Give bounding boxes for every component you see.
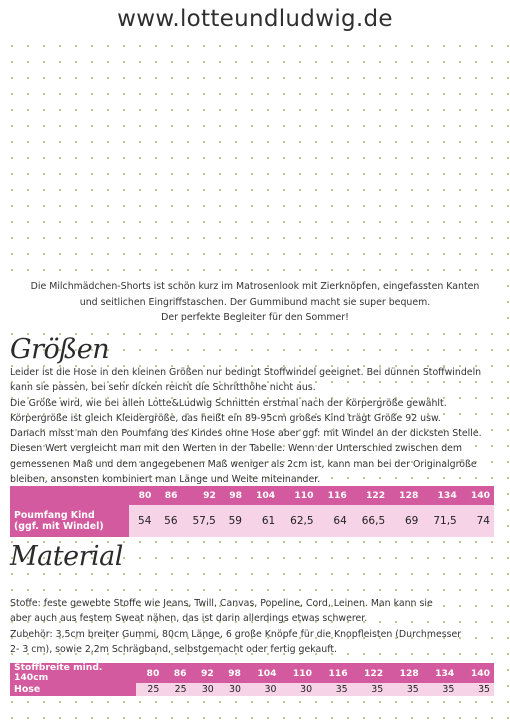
size-header: 134 bbox=[423, 663, 459, 683]
size-header: 86 bbox=[155, 486, 181, 505]
row-label: Hose bbox=[10, 683, 136, 696]
row-label-line: Poumfang Kind bbox=[14, 510, 95, 521]
size-header: 86 bbox=[163, 663, 190, 683]
size-header: 104 bbox=[246, 486, 279, 505]
table-cell: 35 bbox=[316, 683, 352, 696]
size-header: 122 bbox=[351, 486, 389, 505]
text-line: gemessenen Maß und dem angegebenen Maß weniger als 2cm ist, kann man bei der Originalgröße bbox=[10, 458, 477, 470]
text-line: Danach misst man den Poumfang des Kindes ohne Hose aber ggf: mit Windel an der dicksten Stelle. bbox=[10, 428, 482, 440]
size-header: 80 bbox=[136, 663, 163, 683]
size-header: 98 bbox=[220, 486, 246, 505]
corner-line: Stoffbreite mind. bbox=[14, 662, 103, 673]
size-header: 110 bbox=[281, 663, 317, 683]
table-cell: 25 bbox=[136, 683, 163, 696]
table-cell: 35 bbox=[458, 683, 494, 696]
size-header: 80 bbox=[129, 486, 155, 505]
intro-line: Der perfekte Begleiter für den Sommer! bbox=[8, 310, 502, 326]
text-line: Diesen Wert vergleicht man mit den Werten in der Tabelle. Wenn der Unterschied zwischen dem bbox=[10, 443, 463, 455]
table-cell: 71,5 bbox=[422, 505, 460, 537]
material-table bbox=[10, 663, 494, 696]
text-line: 2- 3 cm), sowie 2,2m Schrägband, selbstgemacht oder fertig gekauft. bbox=[10, 643, 337, 655]
table-cell: 62,5 bbox=[279, 505, 317, 537]
intro-line: Die Milchmädchen-Shorts ist schön kurz im Matrosenlook mit Zierknöpfen, eingefassten Kanten bbox=[8, 279, 502, 295]
size-header: 128 bbox=[389, 486, 422, 505]
material-paragraph bbox=[10, 596, 504, 657]
table-cell: 35 bbox=[352, 683, 388, 696]
table-corner bbox=[10, 486, 129, 505]
table-cell: 61 bbox=[246, 505, 279, 537]
size-header: 128 bbox=[387, 663, 423, 683]
row-label bbox=[10, 505, 129, 537]
text-line: aber auch aus festem Sweat nähen, das ist darin allerdings etwas schwerer. bbox=[10, 613, 368, 625]
intro-line: und seitlichen Eingriffstaschen. Der Gummibund macht sie super bequem. bbox=[8, 295, 502, 311]
table-cell: 35 bbox=[423, 683, 459, 696]
text-line: Zubehör: 3,5cm breiter Gummi, 80cm Länge, 6 große Knöpfe für die Knopfleisten (Durchmesser bbox=[10, 628, 462, 640]
row-label-line: (ggf. mit Windel) bbox=[14, 521, 104, 532]
size-header: 140 bbox=[461, 486, 494, 505]
table-cell: 59 bbox=[220, 505, 246, 537]
intro-text bbox=[8, 279, 502, 326]
size-header: 122 bbox=[352, 663, 388, 683]
table-cell: 30 bbox=[191, 683, 218, 696]
size-header: 92 bbox=[191, 663, 218, 683]
size-header: 134 bbox=[422, 486, 460, 505]
table-corner bbox=[10, 663, 136, 683]
size-header: 92 bbox=[182, 486, 220, 505]
table-cell: 66,5 bbox=[351, 505, 389, 537]
table-header-row bbox=[10, 486, 494, 505]
table-cell: 64 bbox=[318, 505, 351, 537]
table-cell: 56 bbox=[155, 505, 181, 537]
size-header: 98 bbox=[218, 663, 245, 683]
text-line: Die Größe wird, wie bei allen Lotte&Ludwig Schnitten erstmal nach der Körpergröße gewählt. bbox=[10, 397, 447, 409]
table-row bbox=[10, 683, 494, 696]
text-line: kann sie passen, bei sehr dicken reicht die Schritthöhe nicht aus. bbox=[10, 382, 316, 394]
text-line: bleiben, ansonsten kombiniert man Länge und Weite miteinander. bbox=[10, 474, 321, 486]
table-header-row bbox=[10, 663, 494, 683]
table-row bbox=[10, 505, 494, 537]
table-cell: 25 bbox=[163, 683, 190, 696]
table-cell: 74 bbox=[461, 505, 494, 537]
sizes-paragraph bbox=[10, 365, 504, 487]
sizes-table bbox=[10, 486, 494, 537]
table-cell: 57,5 bbox=[182, 505, 220, 537]
size-header: 116 bbox=[316, 663, 352, 683]
table-cell: 35 bbox=[387, 683, 423, 696]
table-cell: 30 bbox=[281, 683, 317, 696]
size-header: 140 bbox=[458, 663, 494, 683]
material-heading: Material bbox=[10, 541, 123, 572]
text-line: Körpergröße ist gleich Kleidergröße, das heißt ein 89-95cm großes Kind trägt Größe 92 usw. bbox=[10, 412, 441, 424]
text-line: Stoffe: feste gewebte Stoffe wie Jeans, Twill, Canvas, Popeline, Cord, Leinen. Man kann sie bbox=[10, 598, 433, 609]
table-cell: 30 bbox=[245, 683, 281, 696]
table-cell: 54 bbox=[129, 505, 155, 537]
table-cell: 30 bbox=[218, 683, 245, 696]
text-line: Leider ist die Hose in den kleinen Größen nur bedingt Stoffwindel geeignet. Bei dünnen Stoffwindeln bbox=[10, 367, 482, 378]
size-header: 110 bbox=[279, 486, 317, 505]
corner-line: 140cm bbox=[14, 672, 49, 683]
size-header: 104 bbox=[245, 663, 281, 683]
size-header: 116 bbox=[318, 486, 351, 505]
table-cell: 69 bbox=[389, 505, 422, 537]
sizes-heading: Größen bbox=[10, 334, 110, 365]
website-url: www.lotteundludwig.de bbox=[0, 4, 510, 34]
